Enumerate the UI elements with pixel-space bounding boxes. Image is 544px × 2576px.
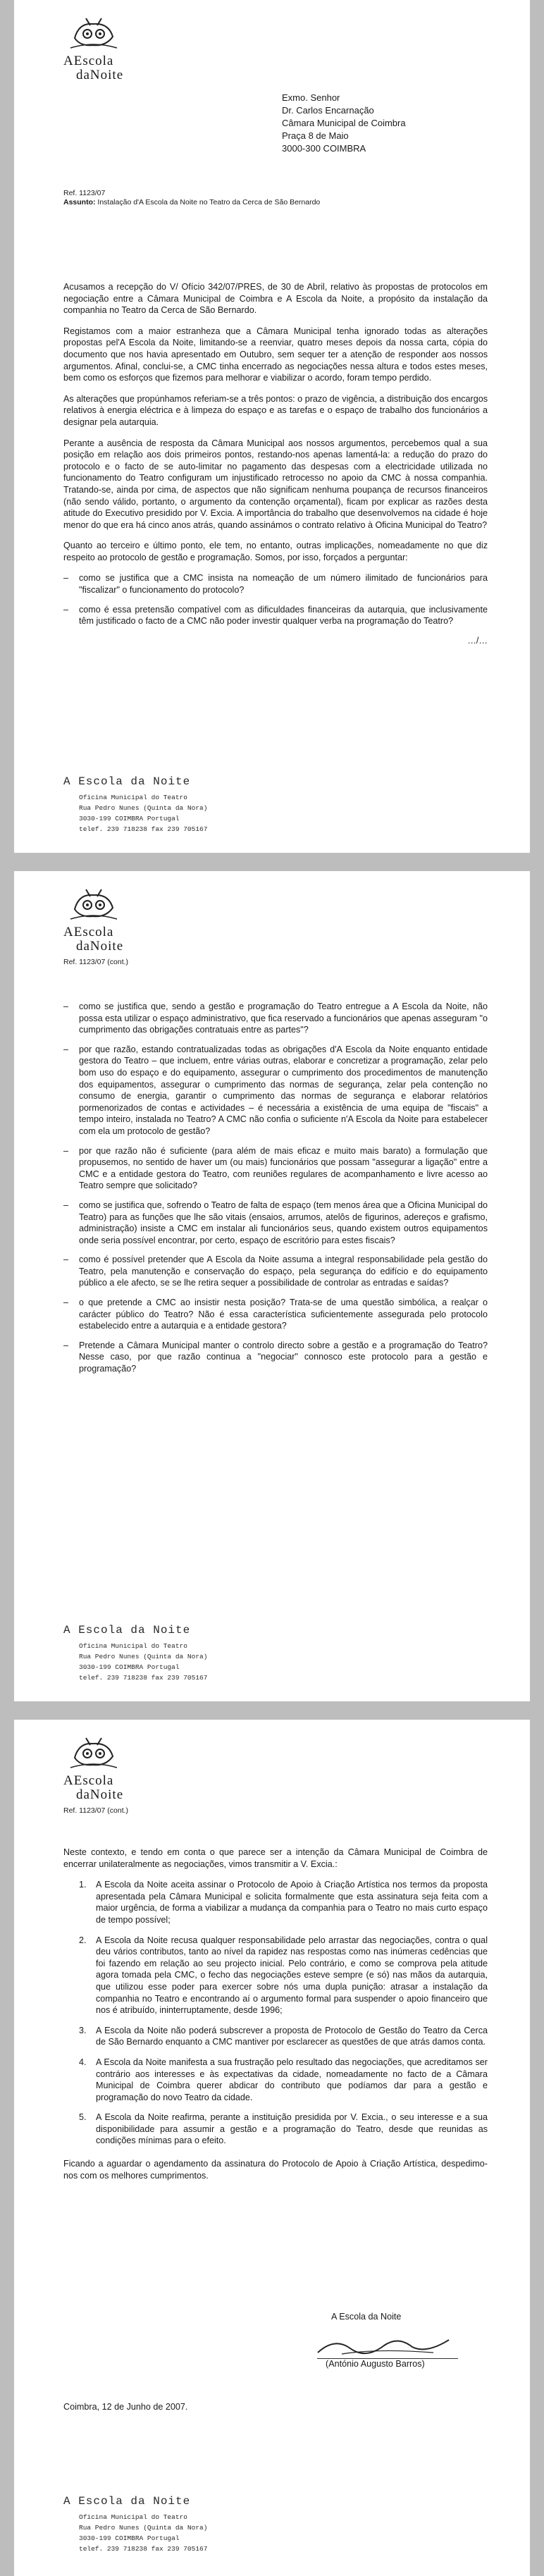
subject-label: Assunto: (63, 198, 96, 207)
paragraph: Perante a ausência de resposta da Câmara Municipal aos nossos argumentos, percebemos qual a sua posição em relação aos dois primeiros pontos, restando-nos apenas lamentá-la: a redução do prazo do protocolo e o facto de se auto-limitar no pagamento das despesas com a electricidade utilizada no funcionamento do Teatro configuram um injustificado retrocesso no apoio da CMC à nossa companhia. Tratando-se, ainda por cima, de aspectos que não significam nenhuma poupança de recursos financeiros (não sendo válido, portanto, o argumento da contenção orçamental), ficam por explicar as razões desta atitude do Executivo presidido por V. Excia. A importância do trabalho que desenvolvemos na cidade é hoje menor do que era há cinco anos atrás, quando assinámos o contrato relativo à Oficina Municipal do Teatro? (63, 438, 488, 530)
letter-date: Coimbra, 12 de Junho de 2007. (63, 2402, 188, 2412)
list-item: – Pretende a Câmara Municipal manter o controlo directo sobre a gestão e a programação do Teatro? Nesse caso, por que razão continua a "negociar" connosco este protocolo para a gestão e programação? (63, 1340, 488, 1374)
footer-line: 3030-199 COIMBRA Portugal (79, 1663, 180, 1671)
signatory-name: (António Augusto Barros) (326, 2359, 425, 2369)
reference-number: Ref. 1123/07 (cont.) (63, 958, 129, 966)
logo-wordmark-line1: AEscola (63, 925, 114, 939)
address-line: 3000-300 COIMBRA (282, 143, 366, 154)
paragraph: Acusamos a recepção do V/ Ofício 342/07/PRES, de 30 de Abril, relativo às propostas de protocolos em negociação entre a Câmara Municipal de Coimbra e A Escola da Noite, a propósito da instalação da companhia no Teatro da Cerca de São Bernardo. (63, 282, 488, 316)
letterhead-footer (63, 2495, 207, 2554)
paragraph: Quanto ao terceiro e último ponto, ele tem, no entanto, outras implicações, nomeadamente no que diz respeito ao protocolo de gestão e programação. Somos, por isso, forçados a perguntar: (63, 541, 488, 562)
numbered-item: 1. A Escola da Noite aceita assinar o Protocolo de Apoio à Criação Artística nos termos da proposta apresentada pela Câmara Municipal e solicita formalmente que esta assinatura seja feita com a maior urgência, de forma a viabilizar a mudança da companhia para o Teatro no mais curto espaço de tempo possível; (79, 1880, 488, 1925)
numbered-item: 4. A Escola da Noite manifesta a sua frustração pelo resultado das negociações, que acreditamos ser contrário aos interesses e às expectativas da cidade, nomeadamente no facto de a Câmara Municipal de Coimbra querer abdicar do contributo que podíamos dar para a gestão e programação do novo Teatro da cidade. (79, 2057, 488, 2102)
footer-line: telef. 239 718238 fax 239 705167 (79, 2545, 208, 2553)
letter-body (63, 1001, 488, 1375)
letter-body (63, 1847, 488, 2181)
footer-line: Oficina Municipal do Teatro (79, 794, 187, 801)
footer-line: Oficina Municipal do Teatro (79, 2513, 187, 2521)
letter-page-3 (14, 1720, 530, 2576)
footer-name: A Escola da Noite (63, 775, 191, 788)
letter-page-2 (14, 871, 530, 1701)
paragraph: As alterações que propúnhamos referiam-se a três pontos: o prazo de vigência, a distribuição dos encargos relativos à energia eléctrica e à limpeza do espaço e as tarefas e o espaço de trabalho dos funcionários a designar pela autarquia. (63, 393, 488, 427)
address-line: Exmo. Senhor (282, 92, 340, 103)
letter-body (63, 281, 488, 646)
paragraph: Registamos com a maior estranheza que a Câmara Municipal tenha ignorado todas as alterações propostas pel'A Escola da Noite, limitando-se a reenviar, quatro meses depois da nossa carta, cópia do documento que nos havia apresentado em Outubro, sem sequer ter a atenção de responder aos nossos argumentos. Afinal, conclui-se, a CMC tinha encerrado as negociações nessa altura e todos estes meses, bem como os esforços que fizemos para melhorar e viabilizar o acordo, foram tempo perdido. (63, 326, 488, 383)
list-item: – por que razão não é suficiente (para além de mais eficaz e muito mais barato) a formulação que propusemos, no sentido de haver um (ou mais) funcionários que possam "assegurar a ligação" entre a CMC e a entidade gestora do Teatro, com reuniões regulares de acompanhamento e livre acesso ao Teatro sempre que solicitado? (63, 1145, 488, 1191)
logo-wordmark-line1: AEscola (63, 1773, 114, 1788)
letterhead-footer (63, 775, 207, 834)
closing-paragraph: Ficando a aguardar o agendamento da assinatura do Protocolo de Apoio à Criação Artística, despedimo-nos com os melhores cumprimentos. (63, 2159, 488, 2181)
footer-name: A Escola da Noite (63, 1624, 191, 1637)
owl-logo-icon (69, 1737, 118, 1770)
footer-line: Rua Pedro Nunes (Quinta da Nora) (79, 2524, 208, 2532)
address-line: Praça 8 de Maio (282, 130, 349, 141)
reference-number: Ref. 1123/07 (63, 189, 106, 197)
owl-logo-icon (69, 888, 118, 922)
footer-line: telef. 239 718238 fax 239 705167 (79, 1674, 208, 1682)
reference-block (63, 189, 320, 207)
logo-wordmark-line2: daNoite (76, 1787, 124, 1802)
list-item: – como se justifica que, sofrendo o Teatro de falta de espaço (tem menos área que a Oficina Municipal do Teatro) para as funções que lhe são vitais (ensaios, arrumos, atelôs de figurinos, adereços e grafismo, administração) insiste a CMC em instalar ali funcionários seus, quando existem outros equipamentos onde seria possível encontrar, por certo, espaço de escritório para estes fiscais? (63, 1200, 488, 1245)
address-line: Dr. Carlos Encarnação (282, 105, 374, 116)
signoff: A Escola da Noite (331, 2312, 402, 2322)
logo-wordmark-line2: daNoite (76, 68, 124, 82)
address-line: Câmara Municipal de Coimbra (282, 118, 406, 128)
logo-wordmark-line1: AEscola (63, 54, 114, 68)
handwritten-signature (314, 2333, 455, 2357)
company-logo (63, 17, 155, 82)
list-item: – como é possível pretender que A Escola da Noite assuma a integral responsabilidade pela gestão do Teatro, pela manutenção e conservação do espaço, pela segurança do edifício e do equipamento público a ele afecto, se se lhe retira sequer a possibilidade de controlar as entradas e saídas? (63, 1255, 488, 1288)
footer-name: A Escola da Noite (63, 2495, 191, 2508)
paragraph: Neste contexto, e tendo em conta o que parece ser a intenção da Câmara Municipal de Coimbra de encerrar unilateralmente as negociações, vimos transmitir a V. Excia.: (63, 1847, 488, 1869)
footer-line: Oficina Municipal do Teatro (79, 1642, 187, 1650)
logo-wordmark-line2: daNoite (76, 939, 124, 954)
list-item: – como se justifica que a CMC insista na nomeação de um número ilimitado de funcionários para "fiscalizar" o funcionamento do protocolo? (63, 573, 488, 596)
list-item: – o que pretende a CMC ao insistir nesta posição? Trata-se de uma questão simbólica, a realçar o carácter público do Teatro? Não é essa característica suficientemente assegurada pelo protocolo estabelecido entre a autarquia e a entidade gestora? (63, 1298, 488, 1331)
footer-line: telef. 239 718238 fax 239 705167 (79, 825, 208, 833)
signatory-block (317, 2357, 458, 2369)
list-item: – como é essa pretensão compatível com as dificuldades financeiras da autarquia, que inclusivamente têm justificado o facto de a CMC não poder investir qualquer verba na programação do Teatro? (63, 604, 488, 627)
continuation-mark: …/… (467, 635, 488, 646)
footer-line: 3030-199 COIMBRA Portugal (79, 815, 180, 822)
company-logo (63, 1737, 155, 1802)
letter-page-1 (14, 0, 530, 853)
reference-number: Ref. 1123/07 (cont.) (63, 1806, 129, 1815)
numbered-item: 3. A Escola da Noite não poderá subscrever a proposta de Protocolo de Gestão do Teatro da Cerca de São Bernardo enquanto a CMC mantiver por esclarecer as questões de que atrás damos conta. (79, 2025, 488, 2047)
letterhead-footer (63, 1624, 207, 1683)
owl-logo-icon (69, 17, 118, 51)
numbered-item: 5. A Escola da Noite reafirma, perante a instituição presidida por V. Excia., o seu interesse e a sua disponibilidade para assumir a gestão e a programação do Teatro, desde que reunidas as condições mínimas para o efeito. (79, 2112, 488, 2146)
footer-line: Rua Pedro Nunes (Quinta da Nora) (79, 804, 208, 812)
numbered-item: 2. A Escola da Noite recusa qualquer responsabilidade pelo arrastar das negociações, contra o qual deu vários contributos, tanto ao nível da rapidez nas respostas como nas inúmeras cedências que foi fazendo em relação ao seu projecto inicial. Pelo contrário, e como se comprova pela atitude agora tomada pela CMC, o fecho das negociações esteve sempre (e só) nas mãos da autarquia, que utilizou esse poder para exercer sobre nós uma dupla punição: atrasar a instalação da companhia no Teatro e encontrando aí o argumento formal para suspender o apoio financeiro que nos é atribuído, ininterruptamente, desde 1996; (79, 1935, 488, 2016)
footer-line: 3030-199 COIMBRA Portugal (79, 2534, 180, 2542)
company-logo (63, 888, 155, 954)
recipient-address (282, 92, 406, 155)
list-item: – como se justifica que, sendo a gestão e programação do Teatro entregue a A Escola da Noite, não possa esta utilizar o espaço administrativo, que fica reservado a funcionários que apenas asseguram "o cumprimento das obrigações contratuais entre as partes"? (63, 1002, 488, 1035)
subject-text: Instalação d'A Escola da Noite no Teatro da Cerca de São Bernardo (97, 198, 321, 207)
list-item: – por que razão, estando contratualizadas todas as obrigações d'A Escola da Noite enquanto entidade gestora do Teatro – que incluem, entre várias outras, elaborar e concretizar a programação, zelar pelo bom uso do espaço e do equipamento, assegurar o cumprimento dos procedimentos de manutenção dos equipamentos, assegurar o cumprimento das normas de segurança, zelar pela contenção no consumo de energia, garantir o cumprimento das normas de segurança e elaborar relatórios pormenorizados de contas e actividades – é necessária a existência de uma equipa de "fiscais" a tempo inteiro, instalada no Teatro? A CMC não confia o suficiente n'A Escola da Noite para estabelecer com ela um protocolo de gestão? (63, 1044, 488, 1136)
footer-line: Rua Pedro Nunes (Quinta da Nora) (79, 1653, 208, 1660)
